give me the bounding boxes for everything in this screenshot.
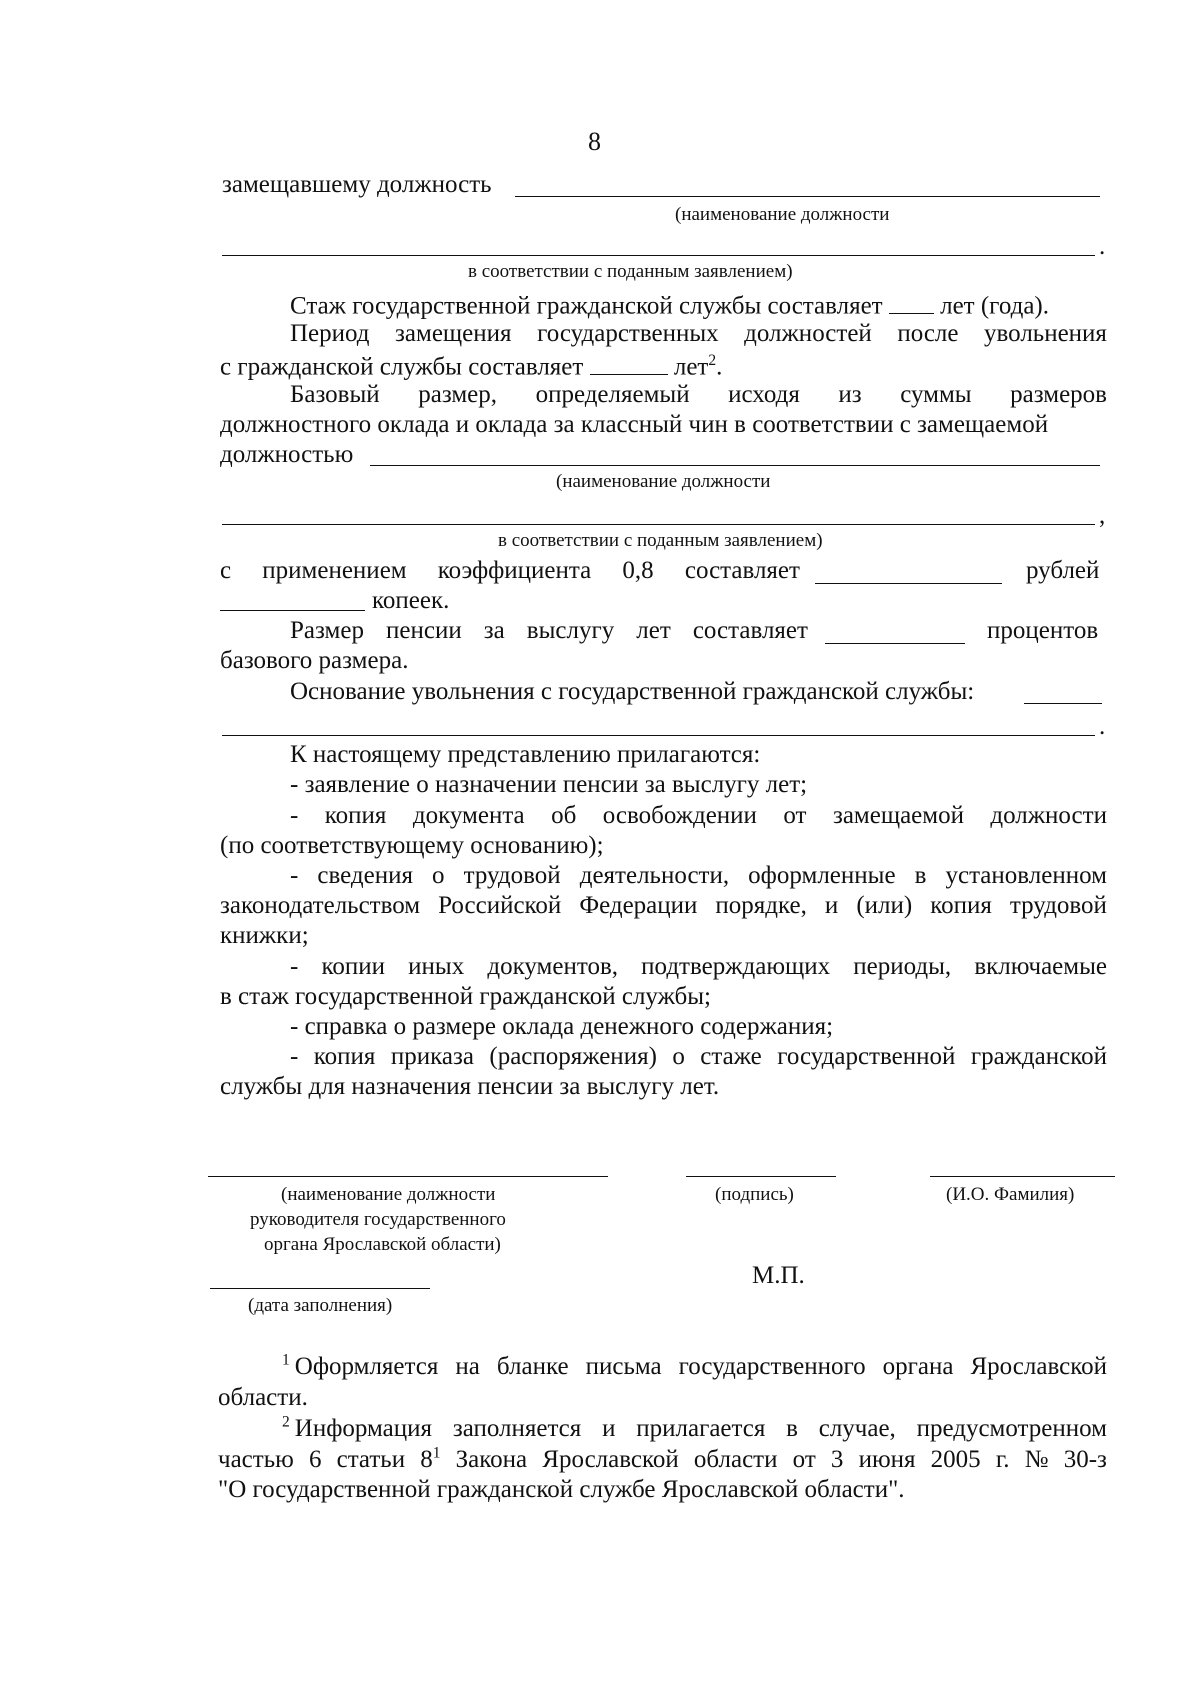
position-lead-text: замещавшему должность [222,171,492,198]
base-amount-line-2: должностного оклада и оклада за классный чин в соответствии с замещаемой [220,411,1049,438]
period-years-blank [590,351,668,375]
footnote-2-line-3: "О государственной гражданской службе Ярославской области". [218,1476,905,1503]
pension-size-line-1: Размер пенсии за выслугу лет составляет [290,617,808,644]
base-amount-line-1: Базовый размер, определяемый исходя из суммы размеров [290,381,1107,408]
position-caption-line-3: органа Ярославской области) [264,1234,501,1255]
position-blank-line-2 [222,255,1095,256]
end-mark: . [1099,233,1106,260]
service-years-blank [889,290,934,314]
position-caption-line-1: (наименование должности [281,1184,496,1205]
position-caption: (наименование должности [675,204,890,225]
base-position-blank-line-2 [222,524,1095,525]
signature-line [686,1176,836,1177]
base-amount-line-3: должностью [220,441,354,468]
attachment-item-4-line-1: - копии иных документов, подтверждающих периоды, включаемые [290,953,1107,980]
base-position-blank-line [370,465,1100,466]
attachment-item-4-line-2: в стаж государственной гражданской службы; [220,983,711,1010]
rubles-label: рублей [1026,557,1100,584]
attachment-item-2-line-1: - копия документа об освобождении от замещаемой должности [290,802,1107,829]
kopecks-label: копеек. [372,587,450,614]
dismissal-blank-1 [1024,703,1102,704]
date-caption: (дата заполнения) [248,1295,393,1316]
name-signature-line [930,1176,1115,1177]
service-length-text: Стаж государственной гражданской службы составляет лет (года). [290,290,1049,320]
footnote-2-line-2: частью 6 статьи $8^1$ Закона Ярославской области от 3 июня 2005 г. № 30-з [218,1444,1107,1473]
date-line [210,1288,430,1289]
name-caption: (И.О. Фамилия) [946,1184,1075,1205]
rubles-blank [815,583,1002,584]
stamp-mark: М.П. [752,1262,805,1289]
percent-label: процентов [987,617,1099,644]
position-caption-line-2: руководителя государственного [250,1209,506,1230]
percent-blank [825,643,965,644]
attachments-intro: К настоящему представлению прилагаются: [290,741,761,768]
footnote-1-mark: 1 [282,1351,290,1369]
dismissal-end-mark: . [1099,713,1106,740]
signature-caption: (подпись) [715,1184,794,1205]
attachment-item-5: - справка о размере оклада денежного содержания; [290,1013,834,1040]
period-line-2: с гражданской службы составляет лет$^2$. [220,352,723,381]
attachment-item-3-line-3: книжки; [220,922,309,949]
footnote-2-line-1: $^2$ Информация заполняется и прилагается в случае, предусмотренном [282,1413,1107,1442]
attachment-item-2-line-2: (по соответствующему основанию); [220,832,604,859]
pension-size-line-2: базового размера. [220,647,409,674]
footnote-2-mark: 2 [282,1413,290,1431]
base-end-mark: , [1099,502,1106,529]
dismissal-blank-2 [222,735,1095,736]
period-line-1: Период замещения государственных должностей после увольнения [290,320,1107,347]
attachment-item-6-line-1: - копия приказа (распоряжения) о стаже государственной гражданской [290,1043,1107,1070]
page-number: 8 [588,127,601,156]
base-position-caption: (наименование должности [556,471,771,492]
footnote-ref-2: 2 [708,352,717,370]
position-caption-2: в соответствии с поданным заявлением) [468,261,793,282]
position-signature-line [208,1176,608,1177]
base-position-caption-2: в соответствии с поданным заявлением) [498,530,823,551]
coefficient-line-1: с применением коэффициента 0,8 составляет [220,557,800,584]
position-blank-line [515,196,1100,197]
attachment-item-1: - заявление о назначении пенсии за выслугу лет; [290,771,808,798]
kopecks-blank [220,610,365,611]
dismissal-basis-text: Основание увольнения с государственной гражданской службы: [290,678,975,705]
attachment-item-3-line-1: - сведения о трудовой деятельности, оформленные в установленном [290,862,1107,889]
footnote-1-line-1: $^1$ Оформляется на бланке письма государственного органа Ярославской [282,1351,1107,1380]
attachment-item-3-line-2: законодательством Российской Федерации порядке, и (или) копия трудовой [220,892,1107,919]
attachment-item-6-line-2: службы для назначения пенсии за выслугу лет. [220,1073,720,1100]
footnote-1-line-2: области. [218,1384,308,1411]
